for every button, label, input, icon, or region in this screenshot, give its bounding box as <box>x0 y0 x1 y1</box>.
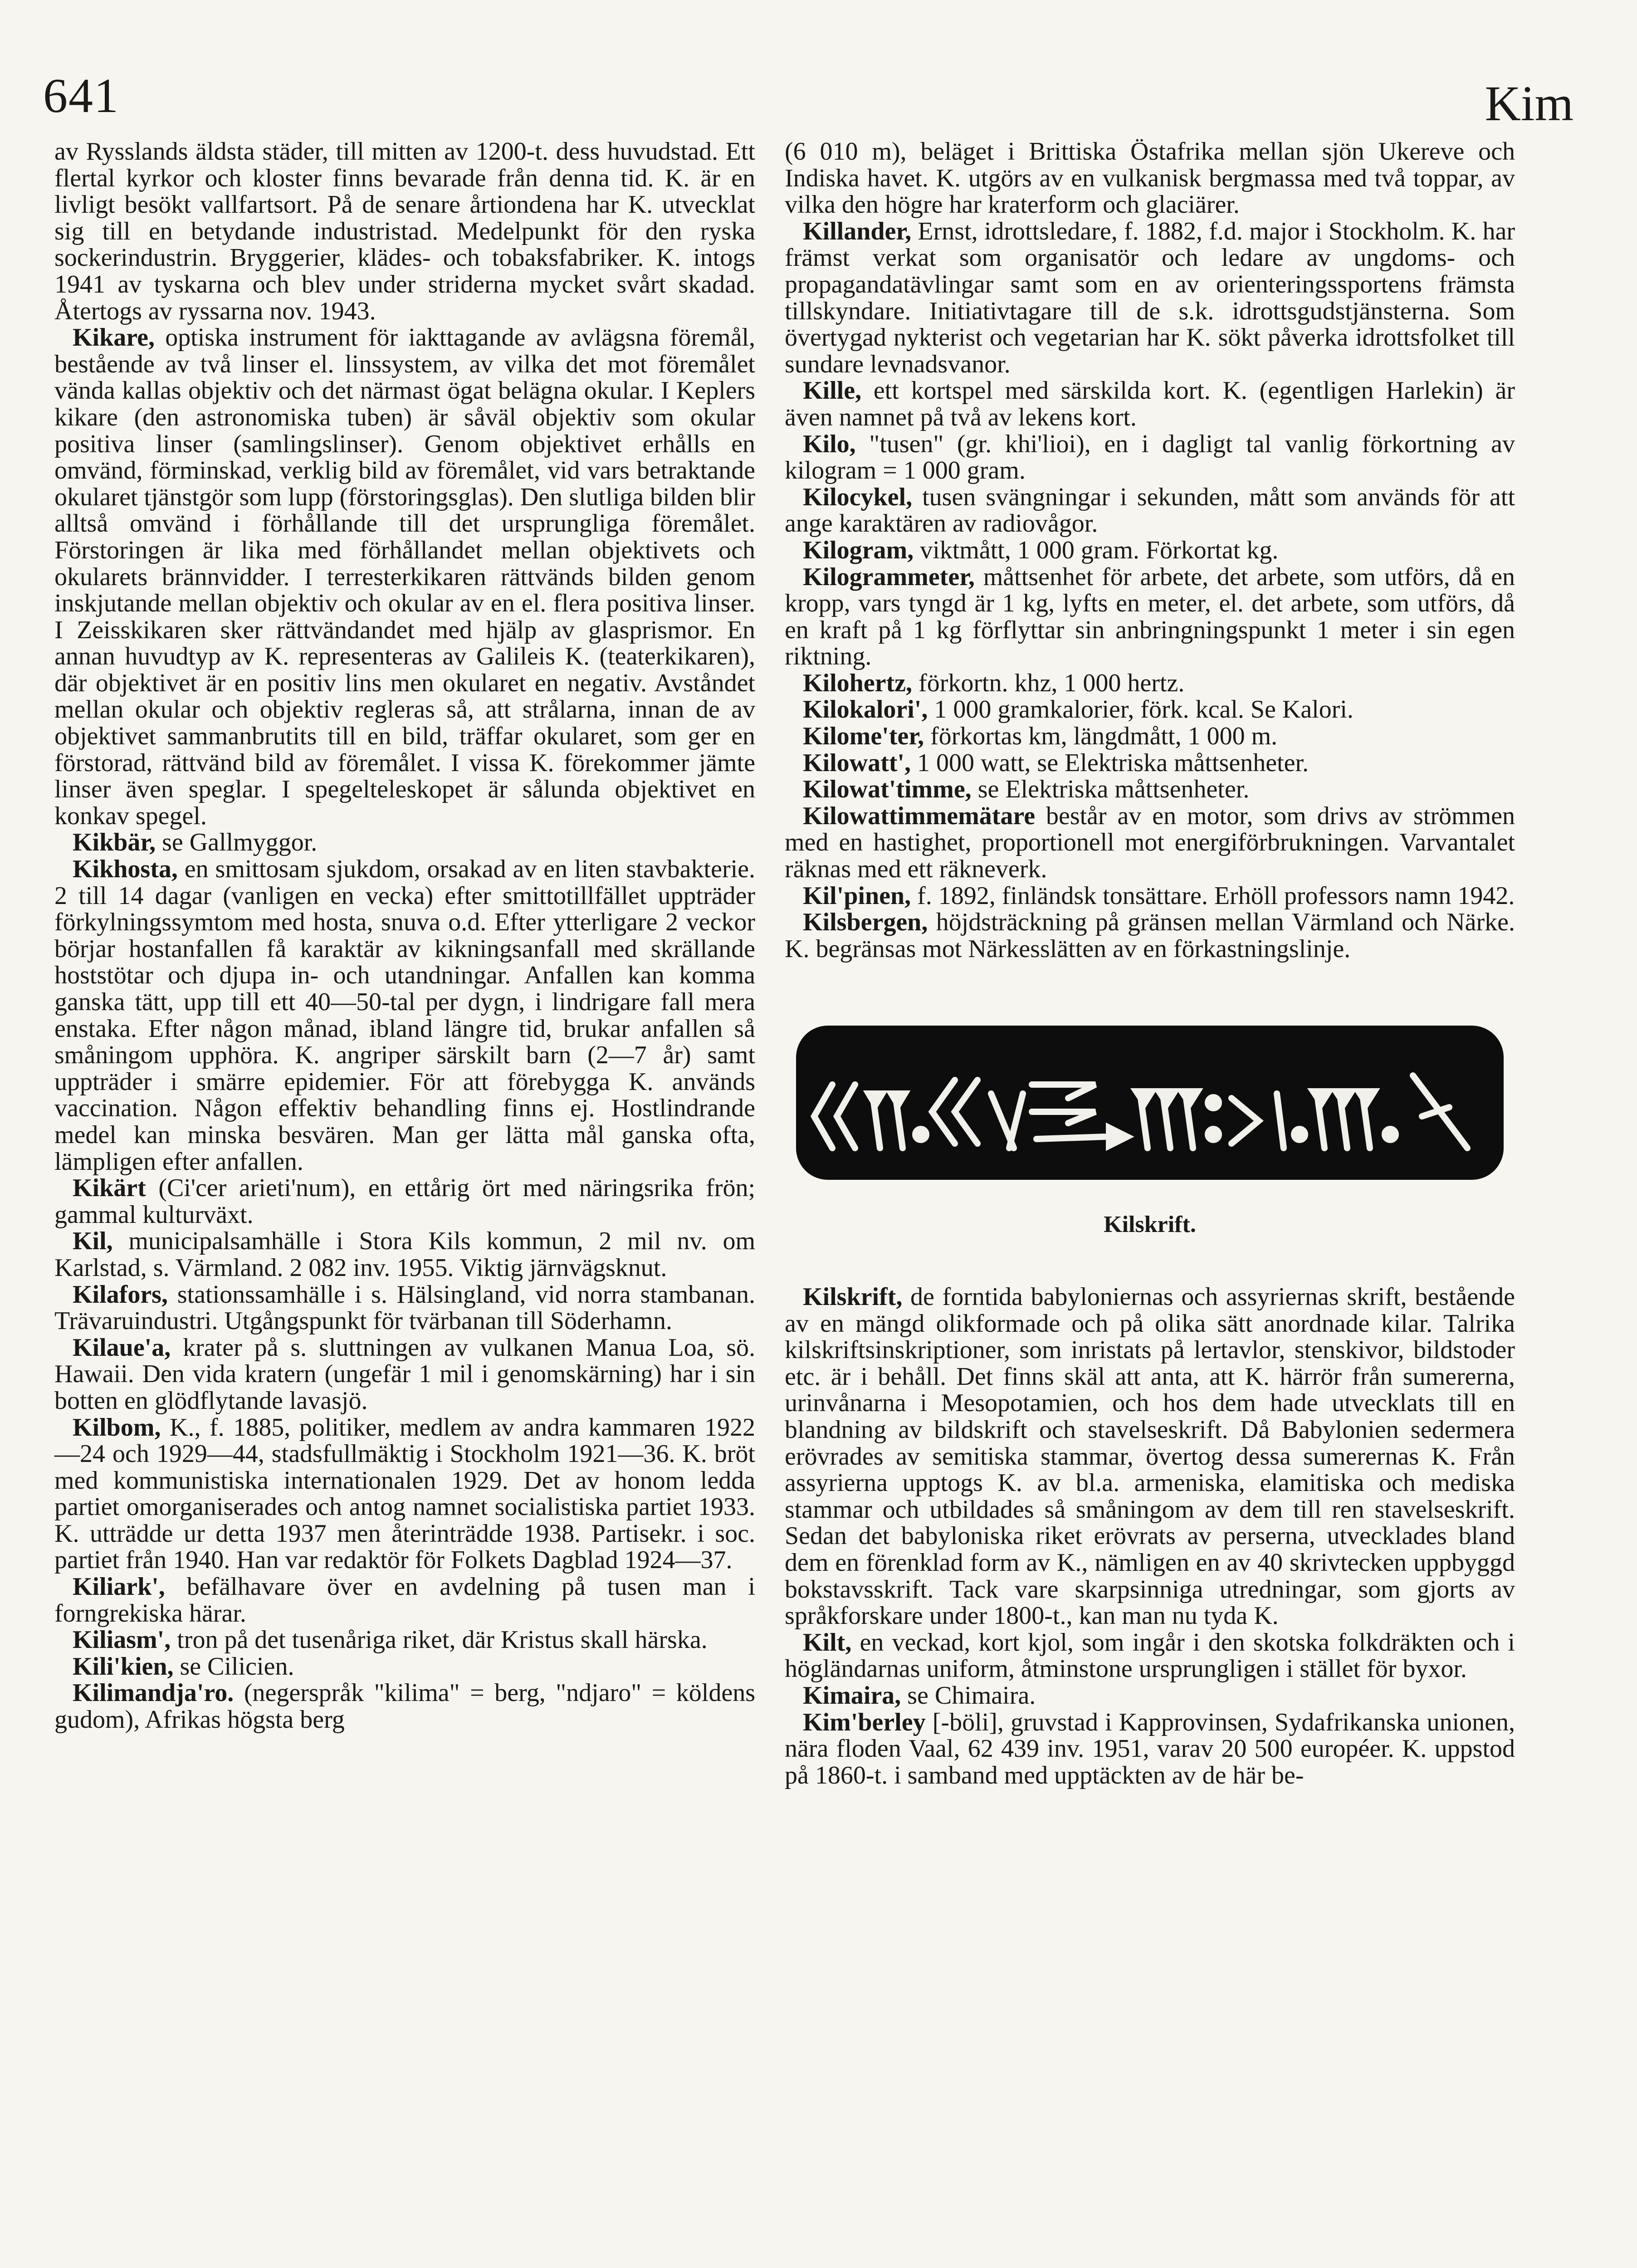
entry-text: höjdsträckning på gränsen mellan Värmland och Närke. K. begränsas mot Närkesslätten av en förkastningslinje. <box>785 908 1515 963</box>
dictionary-entry <box>54 1627 755 1653</box>
cuneiform-figure <box>785 1026 1515 1238</box>
dictionary-entry <box>54 324 755 829</box>
entry-headword: Kilsbergen, <box>803 908 928 937</box>
entry-text: förkortn. khz, 1 000 hertz. <box>919 669 1185 697</box>
cuneiform-tablet-icon <box>796 1026 1504 1180</box>
entry-text: krater på s. sluttningen av vulkanen Manua Loa, sö. Hawaii. Den vida kratern (ungefär 1 mil i genomskärning) har i sin botten en glödflytande lavasjö. <box>54 1333 756 1415</box>
dictionary-entry <box>785 776 1515 803</box>
entry-headword: Kilome'ter, <box>803 722 924 751</box>
dictionary-entry <box>785 723 1515 750</box>
dictionary-entry <box>785 537 1515 564</box>
entry-text: stationssamhälle i s. Hälsingland, vid norra stambanan. Trävaruindustri. Utgångspunkt för tvärbanan till Söderhamn. <box>54 1280 756 1335</box>
entry-headword: Kilafors, <box>73 1280 168 1309</box>
entry-text: tron på det tusenåriga riket, där Kristus skall härska. <box>177 1626 708 1654</box>
left-column <box>54 138 755 1733</box>
entry-headword: Kilbom, <box>73 1413 161 1442</box>
entry-text: består av en motor, som drivs av strömmen med en hastighet, proportionell mot energiförbrukningen. Varvantalet räknas med ett räkneverk. <box>785 802 1515 884</box>
entry-headword: Kilimandja'ro. <box>73 1679 234 1707</box>
entry-text: en veckad, kort kjol, som ingår i den skotska folkdräkten och i högländarnas uniform, åtminstone ursprungligen i stället för byxor. <box>785 1628 1515 1683</box>
entry-headword: Kilogram, <box>803 536 914 564</box>
entry-headword: Kili'kien, <box>73 1652 174 1681</box>
dictionary-entry <box>785 696 1515 723</box>
dictionary-entry <box>785 909 1515 962</box>
entry-text: 1 000 gramkalorier, förk. kcal. Se Kalori. <box>934 695 1354 724</box>
dictionary-entry <box>785 1629 1515 1682</box>
entry-headword: Killander, <box>803 217 912 245</box>
entry-text: en smittosam sjukdom, orsakad av en liten stavbakterie. 2 till 14 dagar (vanligen en vecka) efter smittotillfället uppträder förkylningssymtom med hosta, snuva o.d. Efter ytterligare 2 veckor börjar hostanfallen få karaktär av kikningsanfall med skrällande hoststötar och djupa in- och utandningar. Anfallen kan komma ganska tätt, upp till ett 40—50-tal per dygn, i lindrigare fall mera enstaka. Efter någon månad, ibland längre tid, brukar anfallen så småningom upphöra. K. angriper särskilt barn (2—7 år) samt uppträder i smärre epidemier. För att förebygga K. används vaccination. Någon effektiv behandling finns ej. Hostlindrande medel kan minska besvären. Man ger lätta mål ganska ofta, lämpligen efter anfallen. <box>54 855 756 1176</box>
dictionary-entry <box>785 377 1515 430</box>
entry-text: (Ci'cer arieti'num), en ettårig ört med näringsrika frön; gammal kulturväxt. <box>54 1174 756 1229</box>
entry-headword: Kilskrift, <box>803 1283 903 1311</box>
entry-text: ett kortspel med särskilda kort. K. (egentligen Harlekin) är även namnet på två av lekens kort. <box>785 376 1515 431</box>
entry-text: f. 1892, finländsk tonsättare. Erhöll professors namn 1942. <box>917 881 1515 910</box>
entry-text: municipalsamhälle i Stora Kils kommun, 2 mil nv. om Karlstad, s. Värmland. 2 082 inv. 1955. Viktig järnvägsknut. <box>54 1227 756 1282</box>
entry-headword: Kikbär, <box>73 828 156 857</box>
entry-headword: Kilt, <box>803 1628 852 1657</box>
dictionary-entry <box>54 1574 755 1627</box>
entry-headword: Kiliark', <box>73 1573 165 1601</box>
entry-text: (6 010 m), beläget i Brittiska Östafrika mellan sjön Ukereve och Indiska havet. K. utgörs av en vulkanisk bergmassa med två toppar, av vilka den högre har kraterform och glaciärer. <box>785 137 1515 219</box>
entry-text: (negerspråk "kilima" = berg, "ndjaro" = köldens gudom), Afrikas högsta berg <box>54 1679 755 1734</box>
dictionary-entry <box>54 1653 755 1680</box>
entry-text: av Rysslands äldsta städer, till mitten av 1200-t. dess huvudstad. Ett flertal kyrkor och kloster finns bevarade från denna tid. K. är en livligt besökt vallfartsort. På de senare årtiondena har K. utvecklat sig till en betydande industristad. Medelpunkt för den ryska sockerindustrin. Bryggerier, klädes- och tobaksfabriker. K. intogs 1941 av tyskarna och blev under striderna mycket svårt skadad. Återtogs av ryssarna nov. 1943. <box>54 137 755 325</box>
entry-text: "tusen" (gr. khi'lioi), en i dagligt tal vanlig förkortning av kilogram = 1 000 gram. <box>785 430 1515 485</box>
dictionary-entry <box>785 803 1515 883</box>
entry-headword: Kim'berley <box>803 1708 926 1736</box>
dictionary-entry <box>54 856 755 1175</box>
entry-text: befälhavare över en avdelning på tusen man i forngrekiska härar. <box>54 1573 755 1628</box>
dictionary-entry <box>785 1284 1515 1629</box>
entry-text: se Gallmyggor. <box>162 828 318 857</box>
entry-headword: Kille, <box>803 376 862 405</box>
entry-headword: Kikärt <box>73 1174 146 1202</box>
entry-headword: Kilowatt', <box>803 748 911 777</box>
entry-headword: Kilocykel, <box>803 483 913 511</box>
entry-headword: Kilowattimmemätare <box>803 802 1036 830</box>
entry-text: se Elektriska måttsenheter. <box>977 775 1250 804</box>
entry-headword: Kil'pinen, <box>803 881 911 910</box>
entry-text: 1 000 watt, se Elektriska måttsenheter. <box>917 748 1309 777</box>
dictionary-entry <box>54 1334 755 1414</box>
entry-text: de forntida babyloniernas och assyriernas skrift, bestående av en mängd olikformade och på olika sätt anordnade kilar. Talrika kilskriftsinskriptioner, som inristats på lertavlor, stenskivor, bildstoder etc. är i behåll. Det finns skäl att anta, att K. härrör från sumererna, urinvånarna i Mesopotamien, och hos dem hade utvecklats till en blandning av bildskrift och stavelseskrift. Då Babylonien sedermera erövrades av semitiska stammar, övertog dessa sumerernas K. Från assyrierna upptogs K. av bl.a. armeniska, elamitiska och mediska stammar och utbildades så småningom av dem till ren stavelseskrift. Sedan det babyloniska riket erövrats av perserna, utvecklades bland dem en förenklad form av K., nämligen en av 40 skrivtecken uppbyggd bokstavsskrift. Tack vare skarpsinniga utredningar, som gjorts av språkforskare under 1800-t., kan man nu tyda K. <box>785 1283 1515 1630</box>
dictionary-entry <box>785 1682 1515 1709</box>
entry-headword: Kilaue'a, <box>73 1333 171 1362</box>
entry-headword: Kilowat'timme, <box>803 775 972 804</box>
dictionary-entry <box>785 218 1515 378</box>
dictionary-entry <box>785 670 1515 697</box>
entry-headword: Kilo, <box>803 430 856 458</box>
dictionary-entry <box>54 1680 755 1733</box>
entry-headword: Kikare, <box>73 323 155 352</box>
dictionary-entry <box>785 564 1515 670</box>
dictionary-entry <box>785 484 1515 537</box>
dictionary-entry <box>54 829 755 856</box>
dictionary-entry <box>54 1281 755 1334</box>
dictionary-entry <box>785 883 1515 909</box>
entry-text: optiska instrument för iakttagande av avlägsna föremål, bestående av två linser el. linssystem, av vilka det mot föremålet vända kallas objektiv och det närmast ögat belägna okular. I Keplers kikare (den astronomiska tuben) är såväl objektiv som okular positiva linser (samlingslinser). Genom objektivet erhålls en omvänd, förminskad, verklig bild av föremålet, vid vars betraktande okularet tjänstgör som lupp (förstoringsglas). Den slutliga bilden blir alltså omvänd i förhållande till det ursprungliga föremålet. Förstoringen är lika med förhållandet mellan objektivets och okularets brännvidder. I terresterkikaren rättvänds bilden genom inskjutande mellan objektiv och okular av en el. flera positiva linser. I Zeisskikaren sker rättvändandet med hjälp av glasprismor. En annan huvudtyp av K. representeras av Galileis K. (teaterkikaren), där objektivet är en positiv lins men okularet en negativ. Avståndet mellan okular och objektiv regleras så, att strålarna, innan de av objektivet sammanbrutits till en bild, träffar okularet, som ger en förstorad, rättvänd bild av föremålet. I vissa K. förekommer jämte linser även speglar. I spegelteleskopet är sålunda objektivet en konkav spegel. <box>54 323 756 830</box>
entry-headword: Kilokalori', <box>803 695 928 724</box>
figure-caption: Kilskrift. <box>1104 1212 1196 1238</box>
entry-headword: Kikhosta, <box>73 855 178 884</box>
entry-text: viktmått, 1 000 gram. Förkortat kg. <box>920 536 1279 564</box>
right-column <box>785 138 1515 1789</box>
page-number: 641 <box>43 69 119 123</box>
entry-text: måttsenhet för arbete, det arbete, som utförs, då en kropp, vars tyngd är 1 kg, lyfts en meter, el. det arbete, som utförs, då en kraft på 1 kg förflyttar sin anbringningspunkt 1 meter i sin egen riktning. <box>785 562 1515 671</box>
dictionary-entry <box>785 431 1515 484</box>
entry-headword: Kimaira, <box>803 1681 901 1710</box>
dictionary-entry <box>785 138 1515 218</box>
entry-headword: Kilohertz, <box>803 669 913 697</box>
dictionary-entry <box>54 138 755 324</box>
entry-text: Ernst, idrottsledare, f. 1882, f.d. major i Stockholm. K. har främst verkat som organisatör och ledare av ungdoms- och propagandatävlingar samt som en av orienteringssportens främsta tillskyndare. Initiativtagare till de s.k. idrottsgudstjänsterna. Som övertygad nykterist och vegetarian har K. sökt påverka idrottsfolket till sundare levnadsvanor. <box>785 217 1515 378</box>
running-head: Kim <box>1485 76 1573 131</box>
dictionary-entry <box>785 1709 1515 1789</box>
dictionary-entry <box>54 1414 755 1574</box>
entry-text: se Cilicien. <box>180 1652 294 1681</box>
entry-headword: Kil, <box>73 1227 113 1256</box>
entry-text: se Chimaira. <box>907 1681 1036 1710</box>
dictionary-entry <box>54 1175 755 1228</box>
entry-text: förkortas km, längdmått, 1 000 m. <box>930 722 1278 751</box>
entry-text: K., f. 1885, politiker, medlem av andra kammaren 1922—24 och 1929—44, stadsfullmäktig i Stockholm 1921—36. K. bröt med kommunistiska internationalen 1929. Det av honom ledda partiet omorganiserades och antog namnet socialistiska partiet 1933. K. utträdde ur detta 1937 men återinträdde 1938. Partisekr. i soc. partiet från 1940. Han var redaktör för Folkets Dagblad 1924—37. <box>54 1413 755 1574</box>
dictionary-entry <box>54 1228 755 1281</box>
entry-text: [-böli], gruvstad i Kapprovinsen, Sydafrikanska unionen, nära floden Vaal, 62 439 inv. 1951, varav 20 500 européer. K. uppstod på 1860-t. i samband med upptäckten av de här be- <box>785 1708 1515 1789</box>
entry-headword: Kiliasm', <box>73 1626 171 1654</box>
entry-headword: Kilogrammeter, <box>803 562 975 591</box>
dictionary-entry <box>785 750 1515 777</box>
entry-text: tusen svängningar i sekunden, mått som används för att ange karaktären av radiovågor. <box>785 483 1515 538</box>
